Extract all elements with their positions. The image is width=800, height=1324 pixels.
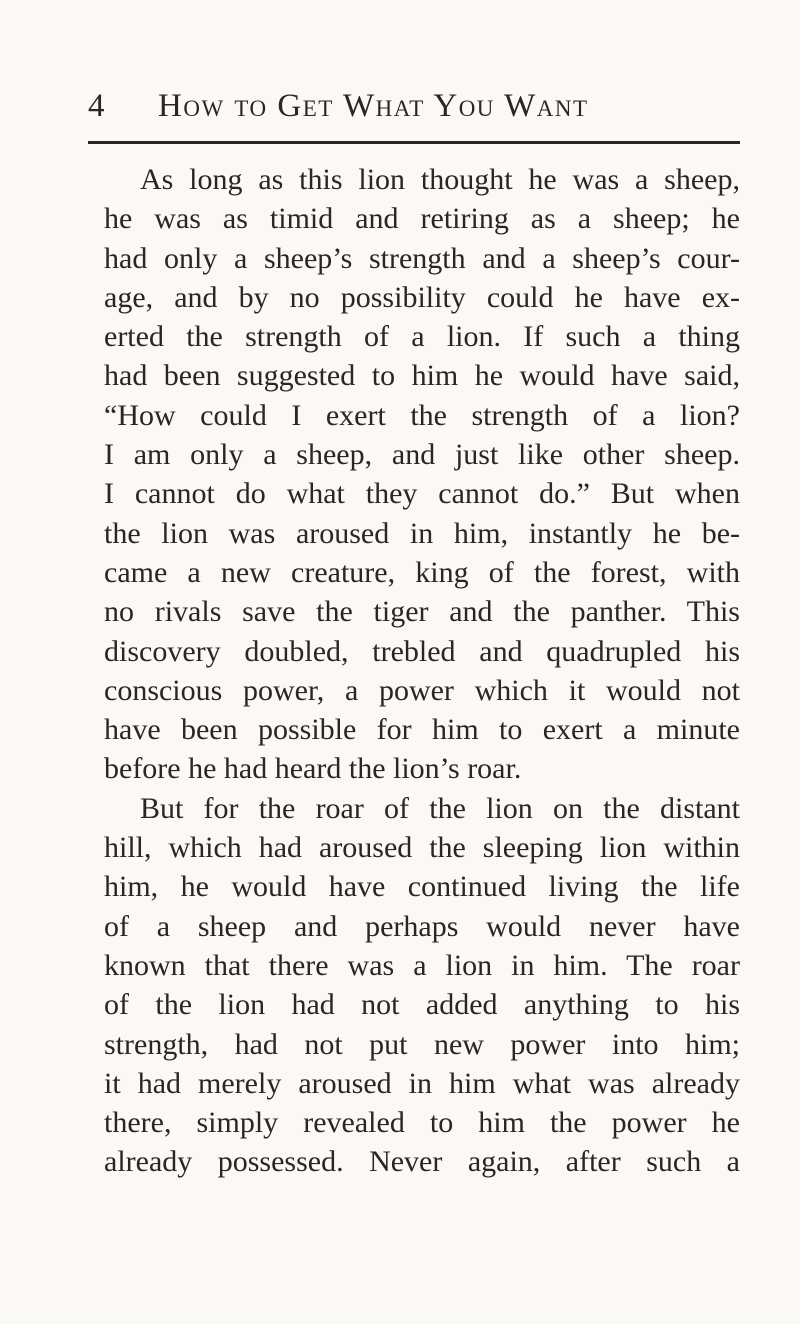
text-line: age, and by no possibility could he have ex- [104,280,740,314]
text-line: the lion was aroused in him, instantly he be- [104,516,740,550]
text-line: As long as this lion thought he was a sheep, [140,163,740,196]
text-line: have been possible for him to exert a minute [104,713,740,747]
header-rule [88,141,740,144]
text-line: conscious power, a power which it would not [104,673,740,707]
text-line: had been suggested to him he would have said, [104,359,740,393]
text-line: known that there was a lion in him. The roar [104,948,740,982]
running-title: How to Get What You Want [158,88,589,124]
text-line: before he had heard the lion’s roar. [104,752,522,786]
text-line: I cannot do what they cannot do.” But when [104,477,740,511]
text-line: him, he would have continued living the life [104,870,740,904]
running-head [88,88,740,134]
page-number: 4 [88,88,105,124]
text-line: I am only a sheep, and just like other sheep. [104,438,740,472]
text-line: already possessed. Never again, after such a [104,1145,740,1179]
text-line: “How could I exert the strength of a lion? [104,398,740,432]
text-line: hill, which had aroused the sleeping lion within [104,831,740,865]
text-line: strength, had not put new power into him; [104,1027,740,1061]
text-line: discovery doubled, trebled and quadrupled his [104,634,740,668]
text-line: there, simply revealed to him the power he [104,1106,740,1140]
body-text [104,160,740,1182]
text-line: it had merely aroused in him what was already [104,1066,740,1100]
text-line: erted the strength of a lion. If such a thing [104,320,740,354]
text-line: But for the roar of the lion on the distant [140,791,740,825]
text-line: had only a sheep’s strength and a sheep’s cour- [104,241,740,275]
text-line: he was as timid and retiring as a sheep; he [104,202,740,236]
text-line: came a new creature, king of the forest, with [104,555,740,589]
text-line: of the lion had not added anything to his [104,988,740,1022]
text-line: no rivals save the tiger and the panther. This [104,595,740,629]
text-line: of a sheep and perhaps would never have [104,909,740,943]
